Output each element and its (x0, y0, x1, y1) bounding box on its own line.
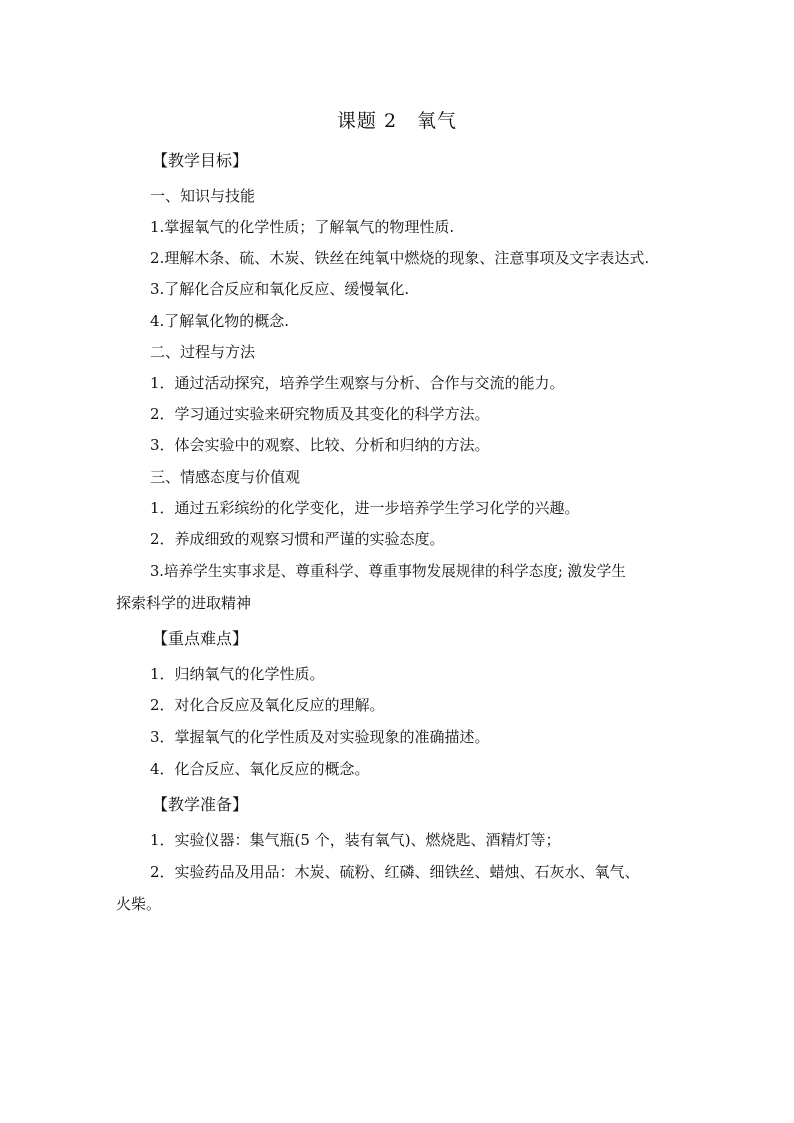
page-title: 课题 2 氧气 (336, 110, 458, 132)
preparation-item-1: 1．实验仪器：集气瓶(5 个，装有氧气)、燃烧匙、酒精灯等； (150, 831, 561, 849)
process-item-1: 1．通过活动探究，培养学生观察与分析、合作与交流的能力。 (150, 374, 565, 392)
attitude-item-3-line-2: 探索科学的进取精神 (116, 594, 252, 612)
key-point-item-4: 4．化合反应、氧化反应的概念。 (150, 760, 370, 778)
subheading-attitude: 三、情感态度与价值观 (150, 468, 301, 486)
knowledge-item-2: 2.理解木条、硫、木炭、铁丝在纯氧中燃烧的现象、注意事项及文字表达式. (150, 249, 650, 267)
preparation-item-2-line-2: 火柴。 (116, 895, 162, 913)
key-point-item-3: 3．掌握氧气的化学性质及对实验现象的准确描述。 (150, 728, 490, 746)
key-point-item-1: 1．归纳氧气的化学性质。 (150, 665, 325, 683)
knowledge-item-4: 4.了解氧化物的概念. (150, 312, 290, 330)
key-point-item-2: 2．对化合反应及氧化反应的理解。 (150, 696, 385, 714)
section-heading-preparation: 【教学准备】 (152, 795, 249, 814)
knowledge-item-3: 3.了解化合反应和氧化反应、缓慢氧化. (150, 280, 410, 298)
subheading-knowledge: 一、知识与技能 (150, 187, 256, 205)
subheading-process: 二、过程与方法 (150, 343, 256, 361)
attitude-item-1: 1．通过五彩缤纷的化学变化，进一步培养学生学习化学的兴趣。 (150, 499, 580, 517)
process-item-3: 3．体会实验中的观察、比较、分析和归纳的方法。 (150, 436, 490, 454)
section-heading-objectives: 【教学目标】 (152, 151, 249, 170)
section-heading-key-points: 【重点难点】 (152, 629, 249, 648)
process-item-2: 2．学习通过实验来研究物质及其变化的科学方法。 (150, 405, 490, 423)
preparation-item-2-line-1: 2．实验药品及用品：木炭、硫粉、红磷、细铁丝、蜡烛、石灰水、氧气、 (150, 863, 640, 881)
knowledge-item-1: 1.掌握氧气的化学性质；了解氧气的物理性质. (150, 218, 455, 236)
attitude-item-3-line-1: 3.培养学生实事求是、尊重科学、尊重事物发展规律的科学态度; 激发学生 (150, 563, 626, 580)
attitude-item-2: 2．养成细致的观察习惯和严谨的实验态度。 (150, 530, 445, 548)
